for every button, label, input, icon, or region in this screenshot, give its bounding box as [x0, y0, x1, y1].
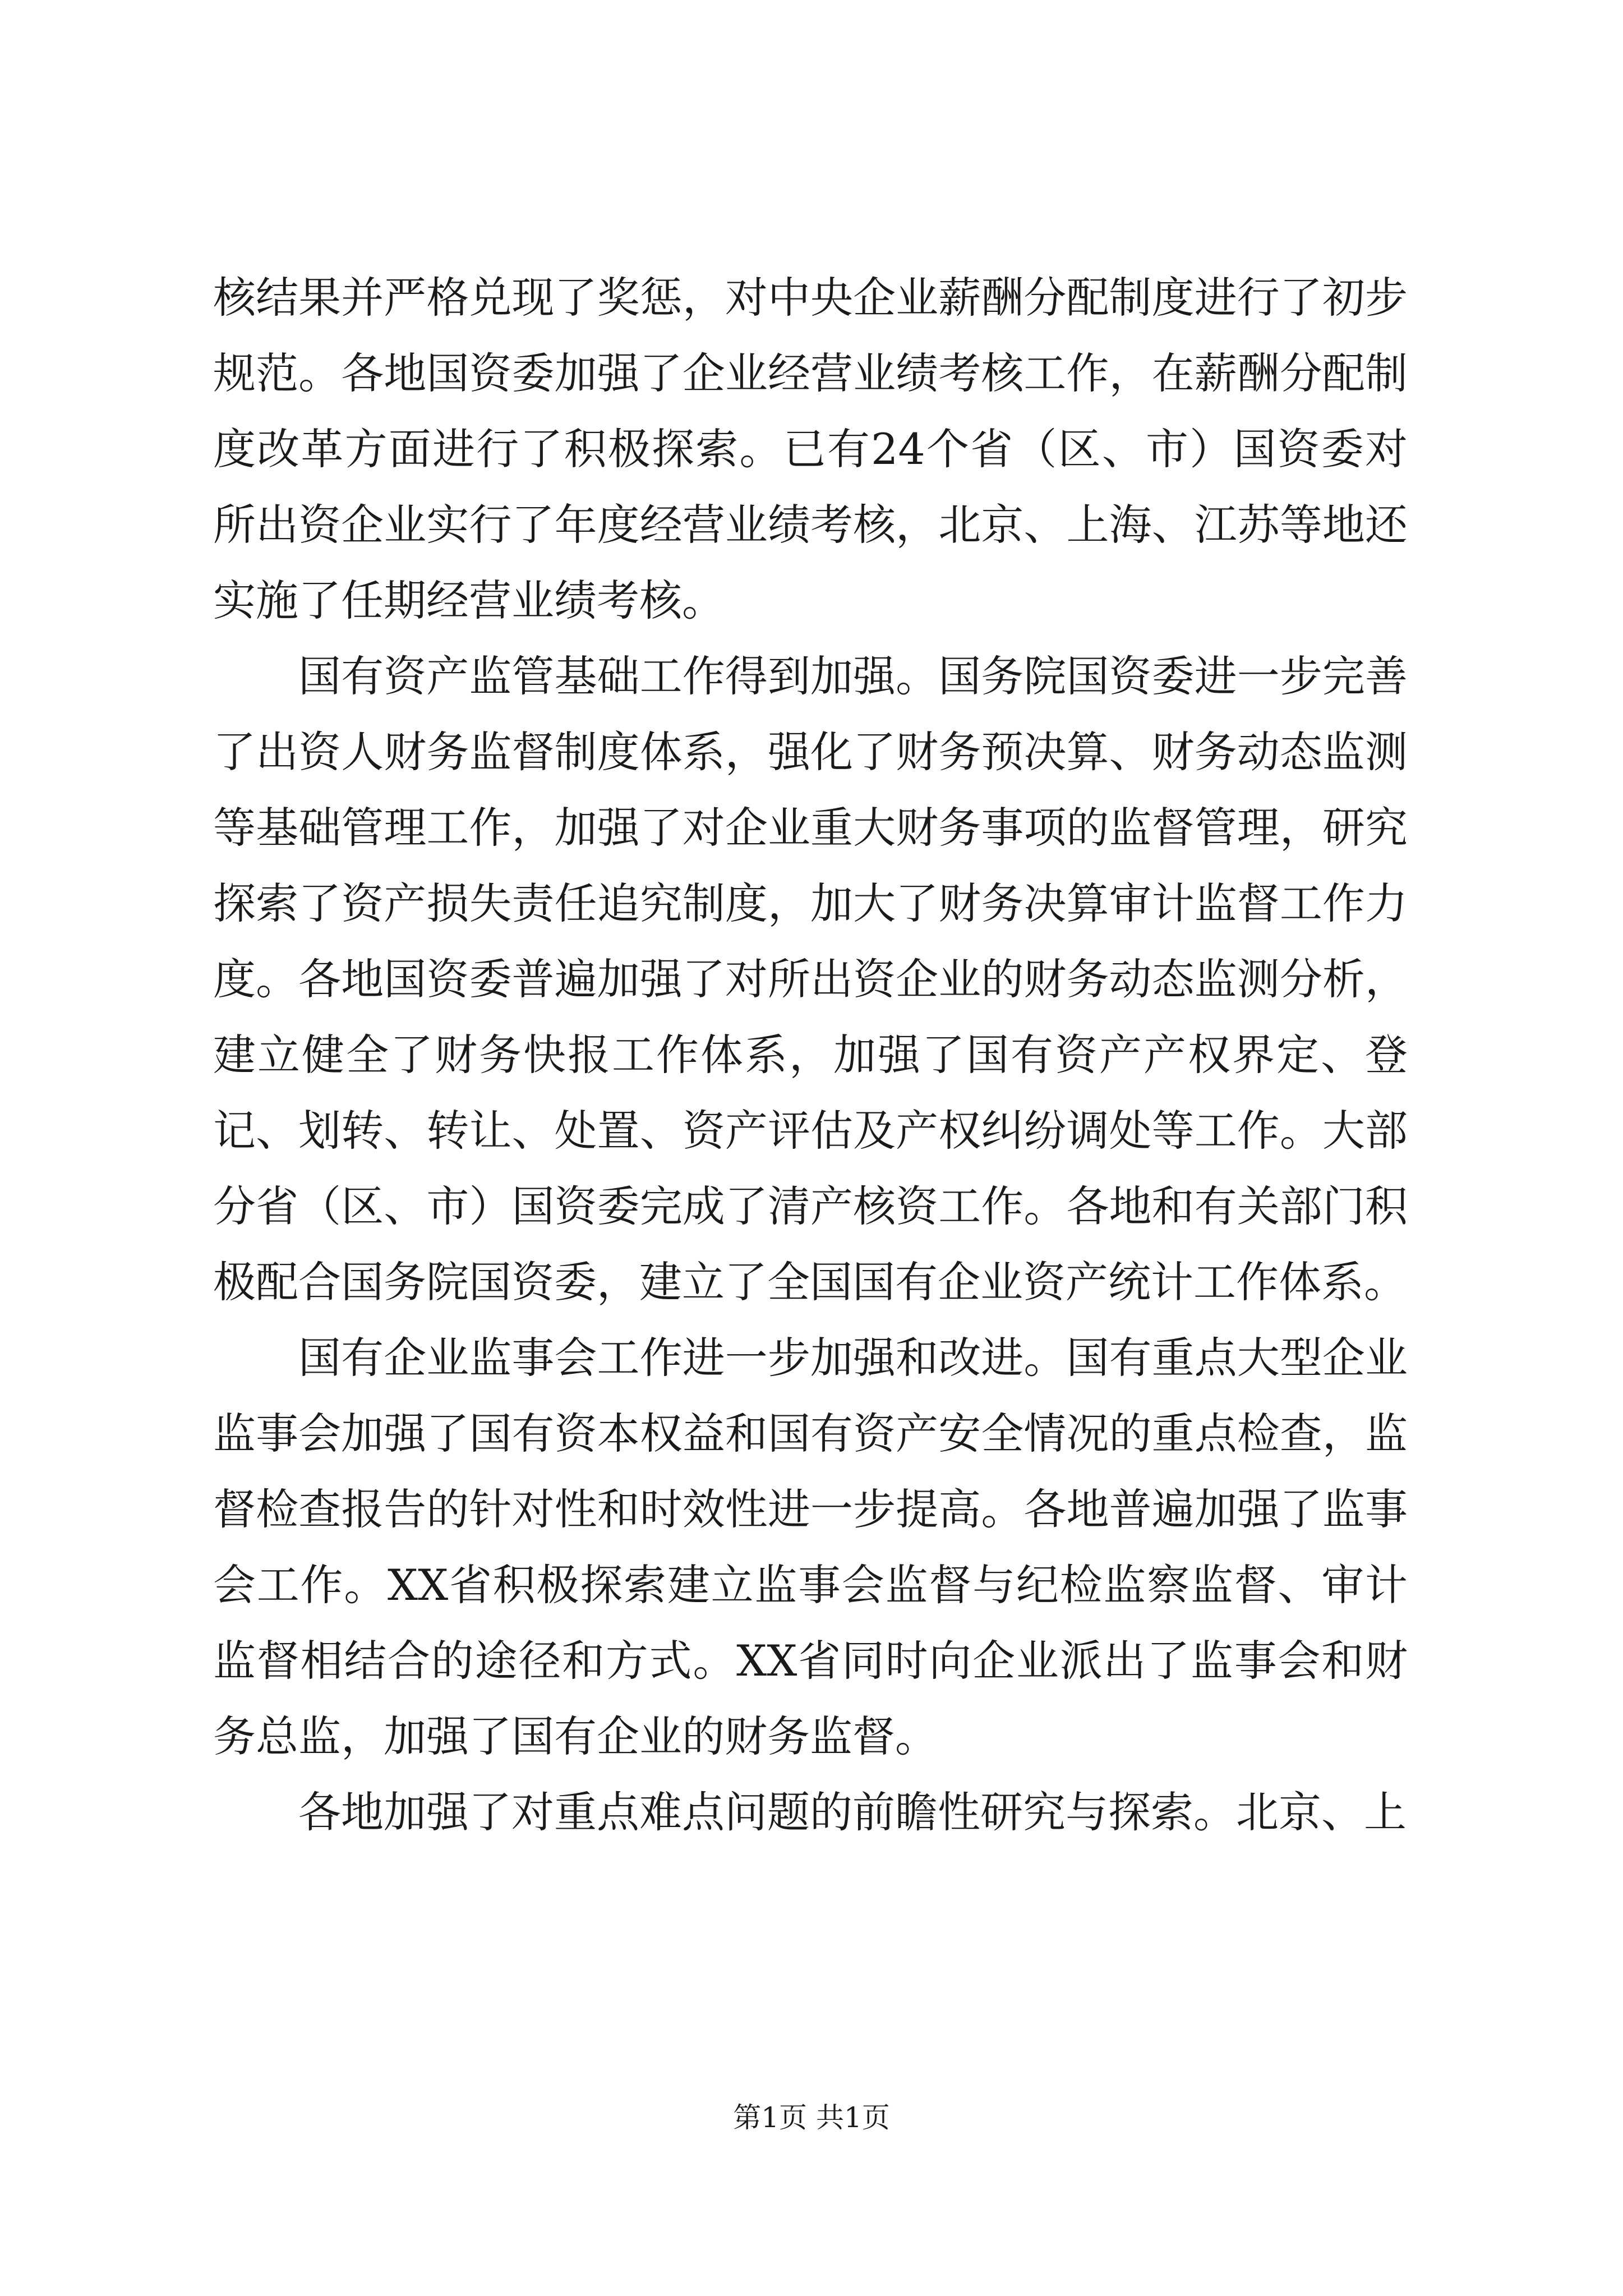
- paragraph-2: 国有资产监管基础工作得到加强。国务院国资委进一步完善了出资人财务监督制度体系，强化了财务预决算、财务动态监测等基础管理工作，加强了对企业重大财务事项的监督管理，研究探索了资产损失责任追究制度，加大了财务决算审计监督工作力度。各地国资委普遍加强了对所出资企业的财务动态监测分析，建立健全了财务快报工作体系，加强了国有资产产权界定、登记、划转、转让、处置、资产评估及产权纠纷调处等工作。大部分省（区、市）国资委完成了清产核资工作。各地和有关部门积极配合国务院国资委，建立了全国国有企业资产统计工作体系。: [213, 651, 1408, 1307]
- document-body: [213, 260, 1408, 1850]
- paragraph-4: 各地加强了对重点难点问题的前瞻性研究与探索。北京、上: [298, 1787, 1407, 1837]
- page-number-footer: 第1页 共1页: [733, 2101, 890, 2134]
- paragraph-1: 核结果并严格兑现了奖惩，对中央企业薪酬分配制度进行了初步规范。各地国资委加强了企业经营业绩考核工作，在薪酬分配制度改革方面进行了积极探索。已有24个省（区、市）国资委对所出资企业实行了年度经营业绩考核，北京、上海、江苏等地还实施了任期经营业绩考核。: [213, 273, 1408, 625]
- paragraph-3: 国有企业监事会工作进一步加强和改进。国有重点大型企业监事会加强了国有资本权益和国有资产安全情况的重点检查，监督检查报告的针对性和时效性进一步提高。各地普遍加强了监事会工作。XX省积极探索建立监事会监督与纪检监察监督、审计监督相结合的途径和方式。XX省同时向企业派出了监事会和财务总监，加强了国有企业的财务监督。: [213, 1333, 1408, 1761]
